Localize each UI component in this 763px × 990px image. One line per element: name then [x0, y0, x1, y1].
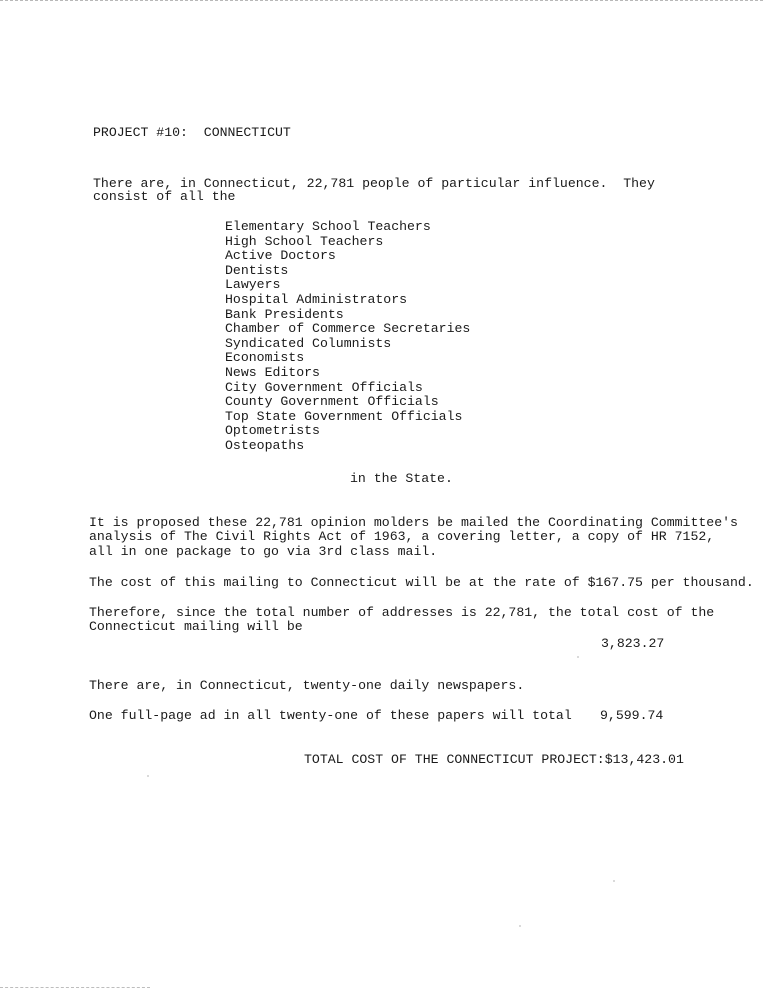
mailing-total-amount: 3,823.27: [601, 636, 665, 651]
paper-speck: [519, 925, 521, 927]
paper-speck: [613, 880, 615, 882]
list-item: Syndicated Columnists: [225, 335, 392, 351]
proposal-line-2: analysis of The Civil Rights Act of 1963, a covering letter, a copy of HR 7152,: [89, 529, 715, 544]
bottom-edge-line: [0, 987, 150, 988]
list-item: Elementary School Teachers: [225, 219, 431, 234]
paper-speck: [577, 656, 579, 658]
list-item: Active Doctors: [225, 248, 336, 264]
list-item: Bank Presidents: [225, 306, 344, 322]
proposal-line-3: all in one package to go via 3rd class mail.: [89, 544, 438, 559]
list-item: Hospital Administrators: [225, 291, 408, 307]
list-item: Lawyers: [225, 277, 281, 293]
top-edge-line: [0, 0, 763, 1]
intro-line-2: consist of all the: [93, 189, 236, 204]
newspapers-line: There are, in Connecticut, twenty-one daily newspapers.: [89, 678, 525, 693]
intro-line-1: There are, in Connecticut, 22,781 people of particular influence. They: [93, 176, 655, 191]
therefore-line-2: Connecticut mailing will be: [89, 619, 303, 634]
in-the-state: in the State.: [350, 471, 453, 486]
project-heading: PROJECT #10: CONNECTICUT: [93, 125, 291, 140]
list-item: Top State Government Officials: [225, 408, 463, 424]
list-item: High School Teachers: [225, 233, 384, 249]
list-item: Optometrists: [225, 423, 320, 439]
list-item: County Government Officials: [225, 394, 439, 410]
list-item: City Government Officials: [225, 379, 423, 395]
ad-cost-line: One full-page ad in all twenty-one of these papers will total: [89, 708, 572, 723]
list-item: Economists: [225, 350, 305, 366]
list-item: News Editors: [225, 364, 320, 380]
occupation-list: [225, 220, 470, 454]
cost-rate-line: The cost of this mailing to Connecticut will be at the rate of $167.75 per thousand.: [89, 575, 754, 590]
list-item: Dentists: [225, 262, 289, 278]
therefore-line-1: Therefore, since the total number of addresses is 22,781, the total cost of the: [89, 605, 715, 620]
list-item: Osteopaths: [225, 437, 305, 453]
proposal-line-1: It is proposed these 22,781 opinion molders be mailed the Coordinating Committee's: [89, 515, 738, 530]
list-item: Chamber of Commerce Secretaries: [225, 321, 471, 337]
ad-cost-amount: 9,599.74: [600, 708, 664, 723]
grand-total-line: TOTAL COST OF THE CONNECTICUT PROJECT:$13,423.01: [304, 752, 684, 767]
paper-speck: [147, 775, 149, 777]
